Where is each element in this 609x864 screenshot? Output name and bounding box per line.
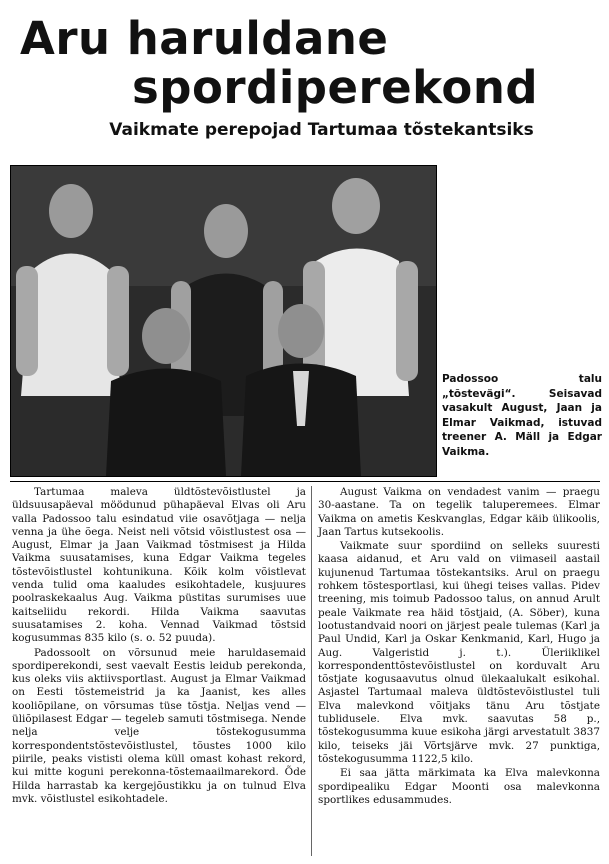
right-paragraph-1: August Vaikma on vendadest vanim — praegu 30-aastane. Ta on tegelik taluperemees. Elmar Vaikma on ametis Keskvanglas, Edgar käib ülikoolis, Jaan Tartus kutsekoolis. — [318, 486, 600, 538]
article-column-left — [12, 486, 306, 806]
team-photo — [10, 165, 437, 477]
left-paragraph-1: Tartumaa maleva üldtõstevõistlustel ja üldsuusapäeval möödunud pühapäeval Elvas oli Aru valla Padossoo talu esindatud viie osavõtjaga — nelja venna ja ühe õega. Neist neli võtsid võistlustest osa — August, Elmar ja Jaan Vaikmad tõstmisest ja Hilda Vaikma suusatamises, kuna Edgar Vaikma tegeles tõstevõistlustel kohtunikuna. Kõik kolm võistlevat venda tulid oma kaaludes esikohtadele, kusjuures poolraskekaalus Aug. Vaikma püstitas surumises uue kaitseliidu rekordi. Hilda Vaikma saavutas suusatamises 2. koha. Vennad Vaikmad tõstsid kogusummas 835 kilo (s. o. 52 puuda). — [12, 486, 306, 645]
subheadline: Vaikmate perepojad Tartumaa tõstekantsiks — [109, 120, 534, 140]
left-paragraph-2: Padossoolt on võrsunud meie haruldasemaid spordiperekondi, sest vaevalt Eestis leidub perekonda, kus oleks viis aktiivsportlast. August ja Elmar Vaikmad on Eesti tõstemeistrid ja ka Jaanist, kes alles kooliõpilane, on võrsumas tüse tõstja. Neljas vend — üliõpilasest Edgar — tegeleb samuti tõstmisega. Nende nelja velje tõstekogusumma korrespondentstõstevõistlustel, tõustes 1000 kilo piirile, peaks vististi olema küll omast kohast rekord, kui mitte koguni perekonna-tõstemaailmarekord. Õde Hilda harrastab ka kergejõustikku ja on tulnud Elva mvk. võistlustel esikohtadele. — [12, 646, 306, 805]
photo-caption: Padossoo talu „tõstevägi“. Seisavad vasakult August, Jaan ja Elmar Vaikmad, istuvad treener A. Mäll ja Edgar Vaikma. — [442, 373, 602, 458]
headline-line-1: Aru haruldane — [20, 12, 389, 65]
headline — [10, 14, 600, 112]
article-column-right — [318, 486, 600, 807]
right-paragraph-2: Vaikmate suur spordiind on selleks suuresti kaasa aidanud, et Aru vald on viimaseil aastail kujunenud Tartumaa tõstekantsiks. Arul on praegu rohkem tõstesportlasi, kui ühegi teises vallas. Pidev treening, mis toimub Padossoo talus, on annud Arult peale Vaikmate rea häid tõstjaid, (A. Söber), kuna lootustandvaid noori on järjest peale tulemas (Karl ja Paul Undid, Karl ja Oskar Kenkmanid, Karl, Hugo ja Aug. Valgeristid j. t.). Üleriiklikel korrespondenttõstevõistlustel on korduvalt Aru tõstjate kogusaavutus olnud ülekaalukalt esikohal. Asjastel Tartumaal maleva üldtõstevõistlustel tuli Elva malevkond võitjaks tänu Aru tõstjate tublidusele. Elva mvk. saavutas 58 p., tõstekogusumma kuue esikoha järgi arvestatult 3837 kilo, teiseks jäi Võrtsjärve mvk. 27 punktiga, tõstekogusumma 1122,5 kilo. — [318, 540, 600, 765]
headline-line-2: spordiperekond — [132, 61, 539, 114]
section-divider — [10, 481, 600, 482]
team-photo-illustration — [11, 166, 436, 476]
right-paragraph-3: Ei saa jätta märkimata ka Elva malevkonna spordipealiku Edgar Moonti osa malevkonna sportlikes edusammudes. — [318, 767, 600, 806]
column-divider — [311, 486, 312, 856]
